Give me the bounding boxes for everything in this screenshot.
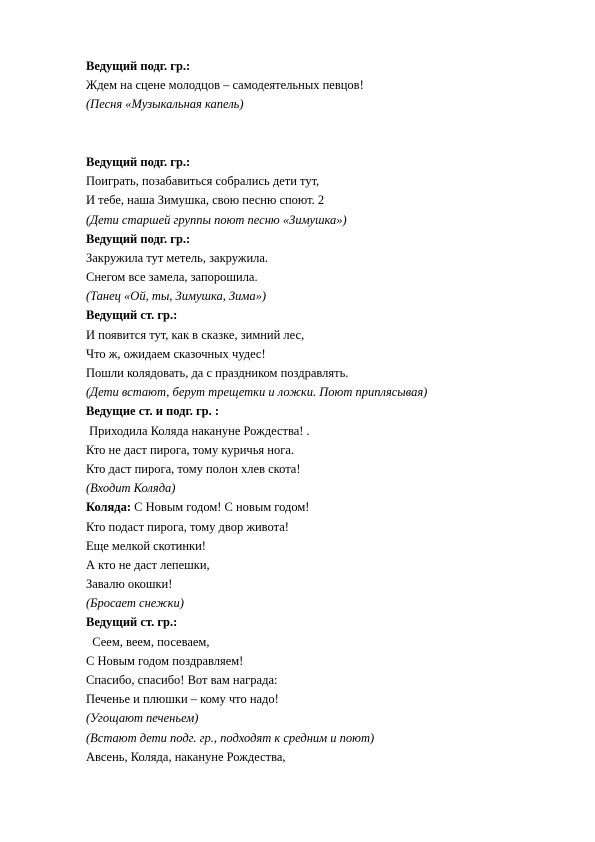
verse-line: Авсень, Коляда, накануне Рождества,	[86, 749, 286, 764]
presenter-heading: Ведущий подг. гр.:	[86, 231, 191, 246]
blank-line	[86, 115, 566, 134]
script-text	[86, 57, 566, 767]
presenter-heading: Ведущий подг. гр.:	[86, 154, 191, 169]
presenter-heading: Ведущие ст. и подг. гр. :	[86, 404, 220, 419]
verse-line: Пошли колядовать, да с праздником поздравлять.	[86, 366, 349, 380]
verse-line: С Новым годом поздравляем!	[86, 653, 244, 668]
verse-line: Еще мелкой скотинки!	[86, 538, 206, 553]
verse-line: Закружила тут метель, закружила.	[86, 250, 269, 265]
verse-line: Печенье и плюшки – кому что надо!	[86, 692, 279, 707]
blank-line	[86, 134, 566, 153]
verse-line: Кто даст пирога, тому полон хлев скота!	[86, 461, 301, 476]
verse-line: Приходила Коляда накануне Рождества! .	[86, 423, 310, 438]
verse-line: Спасибо, спасибо! Вот вам награда:	[86, 673, 278, 687]
stage-direction: (Встают дети подг. гр., подходят к средним и поют)	[86, 730, 375, 745]
stage-direction: (Дети встают, берут трещетки и ложки. Поют приплясывая)	[86, 385, 428, 400]
verse-line: Кто не даст пирога, тому куричья нога.	[86, 442, 295, 457]
verse-line: Кто подаст пирога, тому двор живота!	[86, 519, 289, 534]
stage-direction: (Бросает снежки)	[86, 596, 184, 611]
verse-line: Завалю окошки!	[86, 577, 173, 592]
verse-line: Поиграть, позабавиться собрались дети тут,	[86, 174, 320, 189]
stage-direction: (Входит Коляда)	[86, 481, 176, 496]
verse-line: Ждем на сцене молодцов – самодеятельных певцов!	[86, 78, 364, 93]
verse-line: И появится тут, как в сказке, зимний лес,	[86, 327, 305, 342]
speaker-name: Коляда:	[86, 500, 132, 515]
verse-line: А кто не даст лепешки,	[86, 557, 210, 572]
stage-direction: (Песня «Музыкальная капель)	[86, 97, 244, 112]
stage-direction: (Танец «Ой, ты, Зимушка, Зима»)	[86, 289, 267, 304]
stage-direction: (Угощают печеньем)	[86, 711, 199, 726]
verse-line: И тебе, наша Зимушка, свою песню споют. 2	[86, 193, 325, 208]
speaker-line	[86, 498, 566, 517]
presenter-heading: Ведущий ст. гр.:	[86, 615, 178, 630]
presenter-heading: Ведущий ст. гр.:	[86, 308, 178, 323]
verse-line: Сеем, веем, посеваем,	[86, 634, 210, 649]
verse-line: Снегом все замела, запорошила.	[86, 270, 258, 285]
stage-direction: (Дети старшей группы поют песню «Зимушка»)	[86, 212, 347, 227]
verse-line: Что ж, ожидаем сказочных чудес!	[86, 346, 266, 361]
presenter-heading: Ведущий подг. гр.:	[86, 59, 191, 73]
speaker-text: С Новым годом! С новым годом!	[131, 500, 310, 515]
